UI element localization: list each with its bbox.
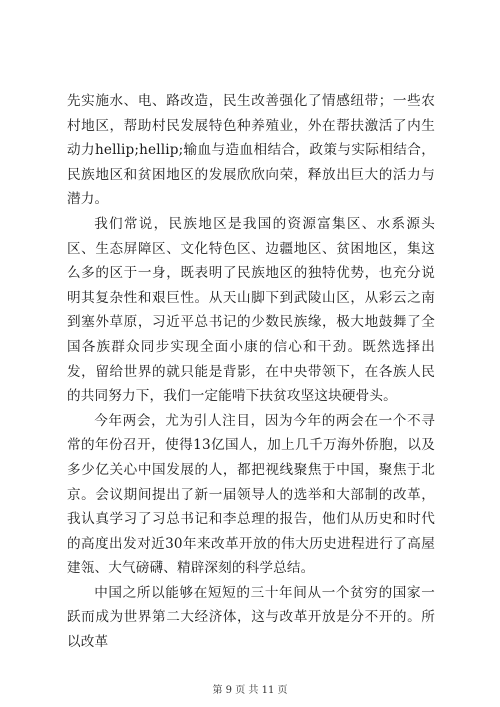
- paragraph-continuation: 先实施水、电、路改造，民生改善强化了情感纽带；一些农村地区，帮助村民发展特色种养殖业，外在帮扶激活了内生动力hellip;hellip;输血与造血相结合，政策与实际相结合，民族地区和贫困地区的发展欣欣向荣，释放出巨大的活力与潜力。: [67, 93, 435, 208]
- paragraph-ethnic-regions: 我们常说，民族地区是我国的资源富集区、水系源头区、生态屏障区、文化特色区、边疆地区、贫困地区，集这么多的区于一身，既表明了民族地区的独特优势，也充分说明其复杂性和艰巨性。从天山脚下到武陵山区，从彩云之南到塞外草原，习近平总书记的少数民族缘，极大地鼓舞了全国各族群众同步实现全面小康的信心和干劲。既然选择出发，留给世界的就只能是背影，在中央带领下，在各族人民的共同努力下，我们一定能啃下扶贫攻坚这块硬骨头。: [67, 215, 435, 405]
- document-body: [67, 89, 435, 655]
- paragraph-reform-opening: 中国之所以能够在短短的三十年间从一个贫穷的国家一跃而成为世界第二大经济体，这与改革开放是分不开的。所以改革: [67, 584, 435, 651]
- page-footer: 第 9 页 共 11 页: [212, 685, 288, 696]
- paragraph-two-sessions: 今年两会，尤为引人注目，因为今年的两会在一个不寻常的年份召开，使得13亿国人，加上几千万海外侨胞，以及多少亿关心中国发展的人，都把视线聚焦于中国，聚焦于北京。会议期间提出了新一届领导人的选举和大部制的改革，我认真学习了习总书记和李总理的报告，他们从历史和时代的高度出发对近30年来改革开放的伟大历史进程进行了高屋建瓴、大气磅礴、精辟深刻的科学总结。: [67, 412, 435, 577]
